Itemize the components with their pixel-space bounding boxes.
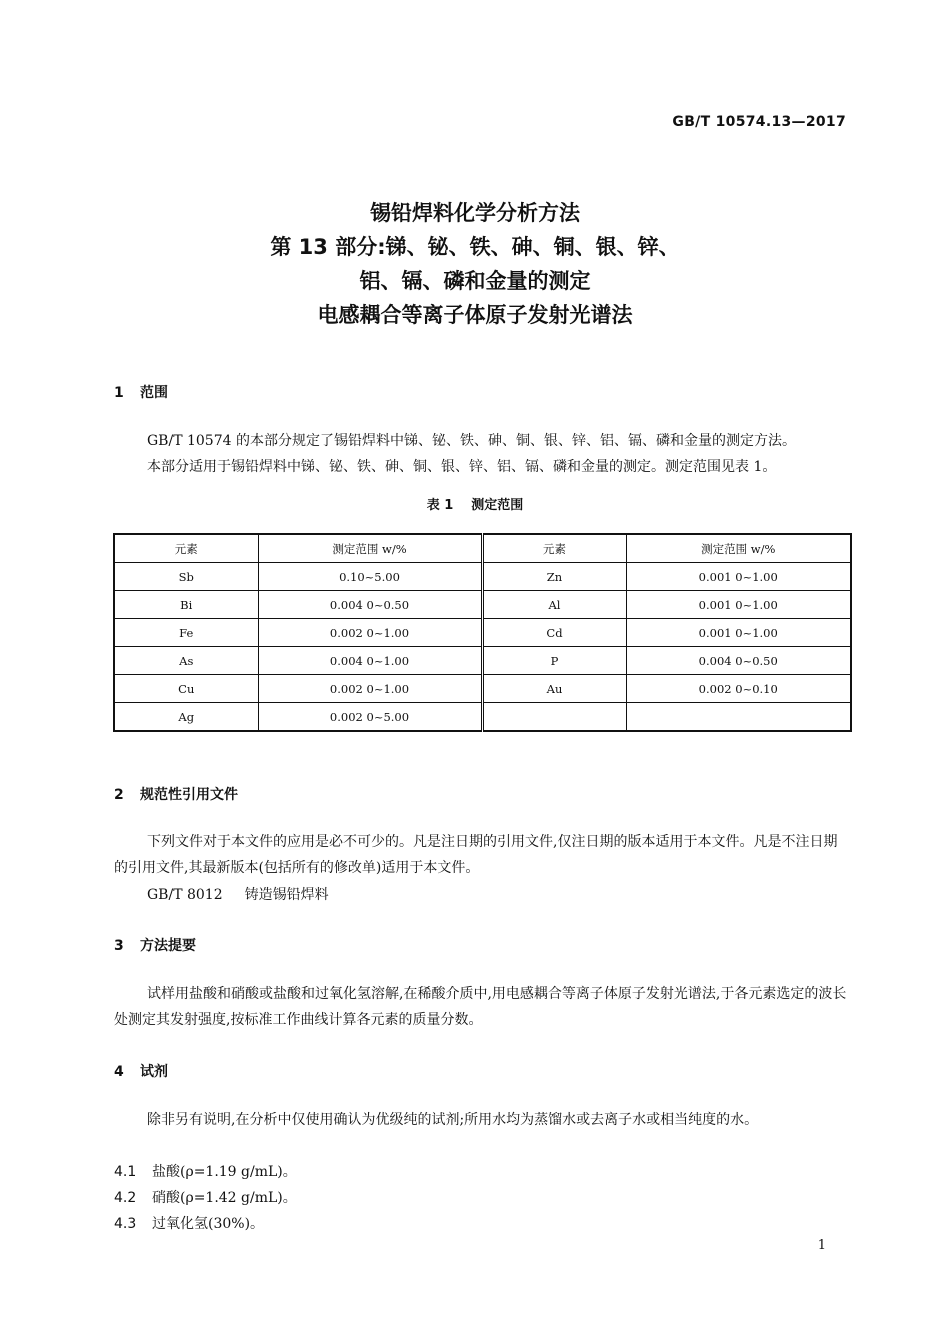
reference-title: 铸造锡铅焊料 — [244, 887, 329, 903]
table-cell: 0.002 0~5.00 — [258, 703, 482, 732]
table-caption — [0, 494, 950, 513]
standard-number: GB/T 10574.13—2017 — [672, 114, 846, 130]
table-cell: Al — [482, 591, 626, 619]
section-4-body — [114, 1107, 850, 1133]
table-cell: 0.001 0~1.00 — [626, 563, 851, 591]
table-header-row — [114, 534, 851, 563]
table-cell: 0.004 0~0.50 — [626, 647, 851, 675]
table-cell: Ag — [114, 703, 258, 732]
table-caption-title: 测定范围 — [471, 498, 524, 513]
table-row — [114, 619, 851, 647]
paragraph: GB/T 10574 的本部分规定了锡铅焊料中锑、铋、铁、砷、铜、银、锌、铝、镉、磷和金量的测定方法。 — [147, 433, 796, 449]
item-number: 4.2 — [114, 1190, 137, 1206]
table-cell: 0.002 0~1.00 — [258, 675, 482, 703]
table-cell: 0.002 0~0.10 — [626, 675, 851, 703]
table-cell: Bi — [114, 591, 258, 619]
reagent-item — [114, 1187, 297, 1207]
table-cell: 0.001 0~1.00 — [626, 591, 851, 619]
section-number: 4 — [114, 1064, 124, 1080]
table-header-cell: 测定范围 w/% — [626, 534, 851, 563]
section-title: 规范性引用文件 — [140, 787, 238, 803]
table-cell: 0.004 0~0.50 — [258, 591, 482, 619]
section-number: 2 — [114, 787, 124, 803]
table-row — [114, 703, 851, 732]
paragraph: 下列文件对于本文件的应用是必不可少的。凡是注日期的引用文件,仅注日期的版本适用于本文件。凡是不注日期的引用文件,其最新版本(包括所有的修改单)适用于本文件。 — [114, 834, 838, 876]
reference-code: GB/T 8012 — [147, 887, 223, 903]
document-title — [0, 196, 950, 332]
table-header-cell: 元素 — [482, 534, 626, 563]
section-2-heading — [114, 784, 238, 804]
table-cell: Cu — [114, 675, 258, 703]
paragraph: 除非另有说明,在分析中仅使用确认为优级纯的试剂;所用水均为蒸馏水或去离子水或相当纯度的水。 — [147, 1112, 759, 1128]
table-cell — [482, 703, 626, 732]
item-number: 4.1 — [114, 1164, 137, 1180]
section-2-body — [114, 829, 850, 881]
table-header-cell: 测定范围 w/% — [258, 534, 482, 563]
section-3-heading — [114, 935, 196, 955]
table-cell — [626, 703, 851, 732]
item-text: 硝酸(ρ=1.42 g/mL)。 — [152, 1190, 297, 1206]
measurement-range-table — [113, 533, 852, 732]
table-cell: Au — [482, 675, 626, 703]
table-row — [114, 675, 851, 703]
paragraph: 本部分适用于锡铅焊料中锑、铋、铁、砷、铜、银、锌、铝、镉、磷和金量的测定。测定范围见表 1。 — [147, 459, 777, 475]
table-row — [114, 563, 851, 591]
table-cell: 0.10~5.00 — [258, 563, 482, 591]
section-4-heading — [114, 1061, 168, 1081]
table-cell: Sb — [114, 563, 258, 591]
table-cell: P — [482, 647, 626, 675]
table-cell: Fe — [114, 619, 258, 647]
section-title: 方法提要 — [140, 938, 196, 954]
reagent-item — [114, 1161, 297, 1181]
reagent-item — [114, 1213, 264, 1233]
title-line-3: 铝、镉、磷和金量的测定 — [359, 269, 591, 293]
page-number: 1 — [817, 1238, 826, 1253]
item-text: 过氧化氢(30%)。 — [152, 1216, 265, 1232]
title-line-2: 第 13 部分:锑、铋、铁、砷、铜、银、锌、 — [270, 235, 680, 259]
section-number: 1 — [114, 385, 124, 401]
title-line-1: 锡铅焊料化学分析方法 — [370, 201, 580, 225]
item-text: 盐酸(ρ=1.19 g/mL)。 — [152, 1164, 297, 1180]
section-1-body — [114, 428, 850, 480]
table-row — [114, 591, 851, 619]
table-cell: 0.002 0~1.00 — [258, 619, 482, 647]
table-cell: Cd — [482, 619, 626, 647]
table-cell: 0.004 0~1.00 — [258, 647, 482, 675]
section-title: 试剂 — [140, 1064, 168, 1080]
table-cell: 0.001 0~1.00 — [626, 619, 851, 647]
section-title: 范围 — [140, 385, 168, 401]
title-line-4: 电感耦合等离子体原子发射光谱法 — [317, 303, 633, 327]
paragraph: 试样用盐酸和硝酸或盐酸和过氧化氢溶解,在稀酸介质中,用电感耦合等离子体原子发射光谱法,于各元素选定的波长处测定其发射强度,按标准工作曲线计算各元素的质量分数。 — [114, 986, 847, 1028]
item-number: 4.3 — [114, 1216, 137, 1232]
normative-reference — [147, 884, 329, 904]
table-cell: As — [114, 647, 258, 675]
table-header-cell: 元素 — [114, 534, 258, 563]
section-1-heading — [114, 382, 168, 402]
section-3-body — [114, 981, 850, 1033]
table-row — [114, 647, 851, 675]
table-cell: Zn — [482, 563, 626, 591]
table-caption-label: 表 1 — [426, 498, 454, 513]
section-number: 3 — [114, 938, 124, 954]
